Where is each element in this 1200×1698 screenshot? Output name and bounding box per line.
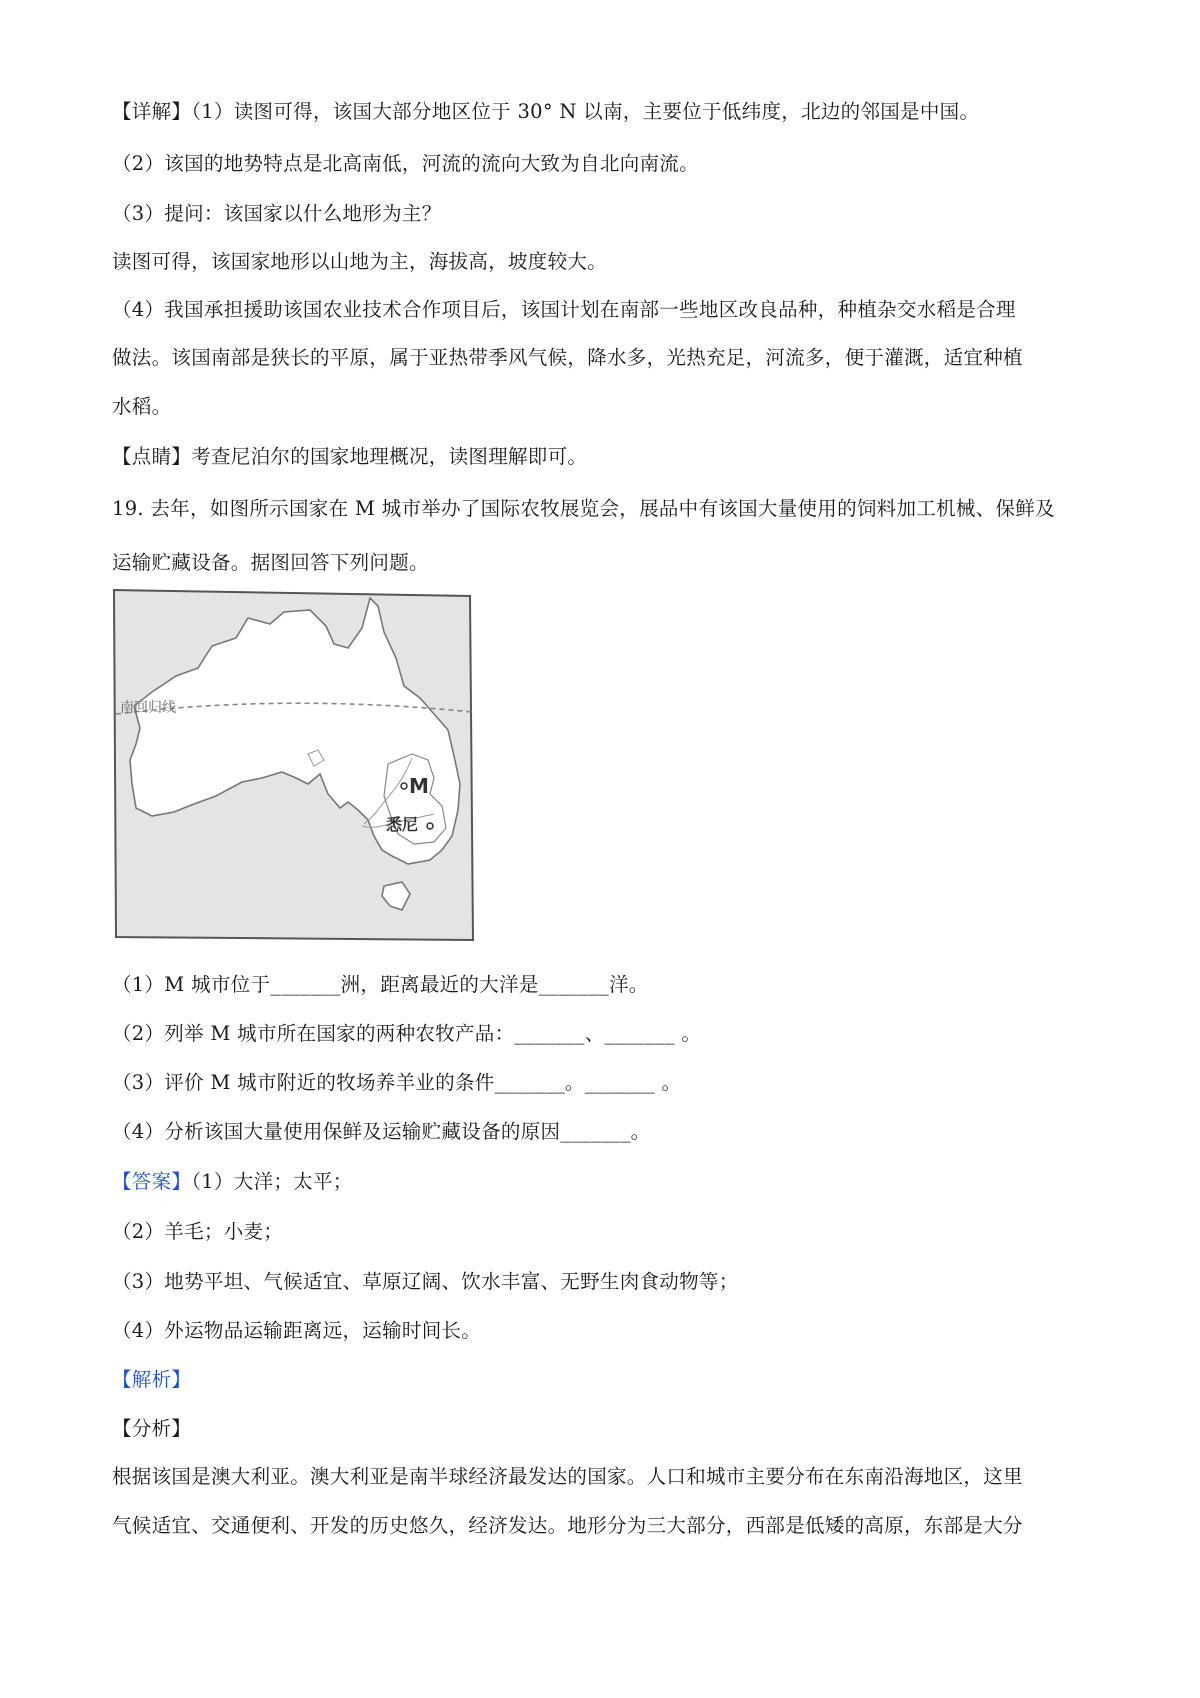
- comment-text: 考查尼泊尔的国家地理概况，读图理解即可。: [191, 445, 588, 468]
- detail-text-1: （1）读图可得，该国大部分地区位于 30° N 以南，主要位于低纬度，北边的邻国是中国。: [191, 100, 980, 123]
- detail-paragraph-1: [112, 100, 1102, 124]
- answer-heading: 【答案】: [112, 1170, 192, 1193]
- fenxi-heading: 【分析】: [112, 1417, 192, 1440]
- city-sydney-label: 悉尼: [386, 815, 419, 834]
- answer-paragraph-3: （3）地势平坦、气候适宜、草原辽阔、饮水丰富、无野生肉食动物等；: [112, 1270, 739, 1293]
- detail-heading: 【详解】: [112, 100, 192, 123]
- detail-paragraph-3-answer: 读图可得，该国家地形以山地为主，海拔高，坡度较大。: [112, 250, 608, 273]
- answer-text-1: （1）大洋；太平；: [191, 1170, 353, 1193]
- question-19-stem-line-1: 19. 去年，如图所示国家在 M 城市举办了国际农牧展览会，展品中有该国大量使用的饲料加工机械、保鲜及: [112, 497, 1055, 520]
- answer-paragraph-1: [112, 1170, 1102, 1194]
- fenxi-paragraph-line-2: 气候适宜、交通便利、开发的历史悠久，经济发达。地形分为三大部分，西部是低矮的高原，东部是大分: [112, 1514, 1023, 1537]
- question-19-part-2: （2）列举 M 城市所在国家的两种农牧产品：_______、_______ 。: [112, 1022, 702, 1045]
- city-m-label: M: [409, 774, 429, 798]
- question-19-part-1: （1）M 城市位于_______洲，距离最近的大洋是_______洋。: [112, 973, 649, 996]
- comment-paragraph: [112, 445, 1102, 469]
- question-19-part-3: （3）评价 M 城市附近的牧场养羊业的条件_______。_______ 。: [112, 1071, 682, 1094]
- detail-paragraph-3-question: （3）提问：该国家以什么地形为主？: [112, 202, 442, 225]
- detail-paragraph-4-line-2: 做法。该国南部是狭长的平原，属于亚热带季风气候，降水多，光热充足，河流多，便于灌溉，适宜种植: [112, 346, 1023, 369]
- detail-paragraph-4-line-1: （4）我国承担援助该国农业技术合作项目后，该国计划在南部一些地区改良品种，种植杂交水稻是合理: [112, 298, 1016, 321]
- detail-paragraph-2: （2）该国的地势特点是北高南低，河流的流向大致为自北向南流。: [112, 152, 699, 175]
- fenxi-paragraph-line-1: 根据该国是澳大利亚。澳大利亚是南半球经济最发达的国家。人口和城市主要分布在东南沿海地区，这里: [112, 1465, 1023, 1488]
- australia-map: [112, 588, 475, 943]
- tropic-label: 南回归线: [120, 700, 176, 716]
- comment-heading: 【点睛】: [112, 445, 192, 468]
- detail-paragraph-4-line-3: 水稻。: [112, 395, 172, 418]
- question-19-part-4: （4）分析该国大量使用保鲜及运输贮藏设备的原因_______。: [112, 1120, 651, 1143]
- question-19-stem-line-2: 运输贮藏设备。据图回答下列问题。: [112, 551, 429, 574]
- answer-paragraph-4: （4）外运物品运输距离远，运输时间长。: [112, 1319, 482, 1342]
- analysis-heading: 【解析】: [112, 1368, 192, 1391]
- answer-paragraph-2: （2）羊毛；小麦；: [112, 1220, 284, 1243]
